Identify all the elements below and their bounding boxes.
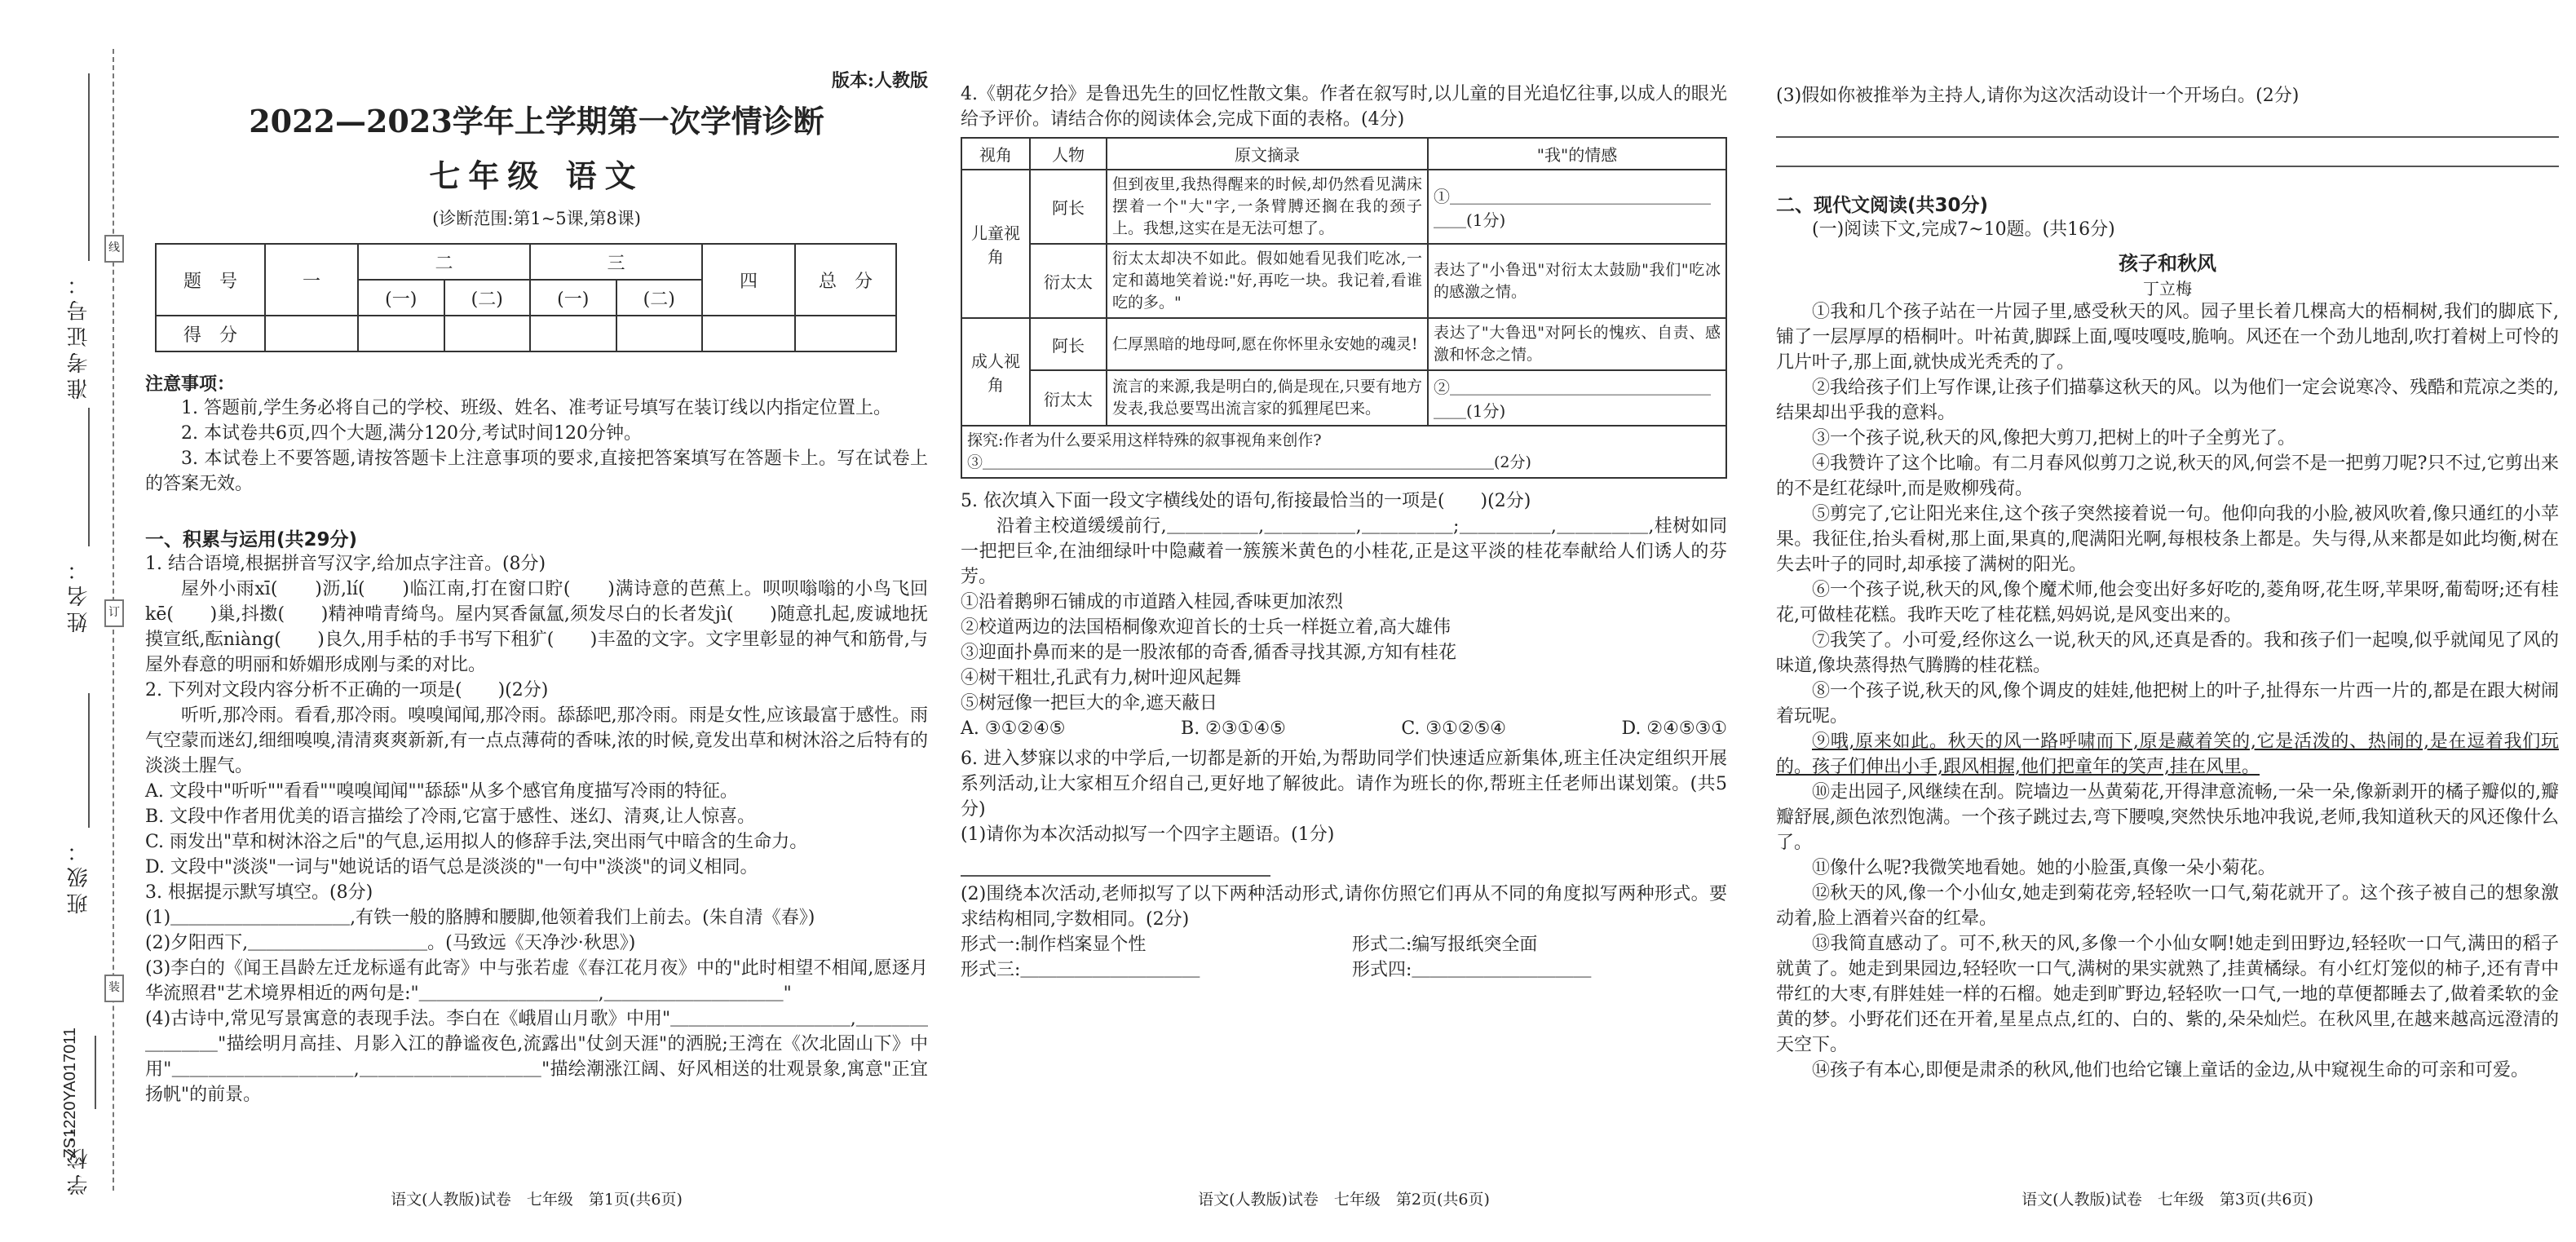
question-5-item: ②校道两边的法国梧桐像欢迎首长的士兵一样挺立着,高大雄伟 [961, 617, 1451, 638]
score-cell[interactable] [444, 316, 531, 351]
table-header-view: 视角 [961, 138, 1030, 170]
page-2-footer: 语文(人教版)试卷 七年级 第2页(共6页) [1198, 1191, 1490, 1209]
table-header-person: 人物 [1030, 138, 1107, 170]
question-1-text: 屋外小雨xī( )沥,lí( )临江南,打在窗口貯( )满诗意的芭蕉上。呗呗嗡嗡的小鸟飞回kē( )巢,抖擞( )精神啃青绮鸟。屋内冥香氤氲,须发尽白的长者发jì( )随意扎起,废诚地抚摸宣纸,酝niàng( )良久,用手枯的手书写下租犷( )丰盈的文字。文字里彰显的神气和筋骨,与屋外春意的明丽和娇媚形成刚与柔的对比。 [145, 579, 928, 675]
table-header-excerpt: 原文摘录 [1107, 138, 1428, 170]
table-header-feeling: "我"的情感 [1428, 138, 1726, 170]
adult-view-label: 成人视角 [961, 318, 1030, 426]
exam-number-field[interactable] [88, 73, 90, 261]
story-paragraph: ⑪像什么呢?我微笑地看她。她的小脸蛋,真像一朵小菊花。 [1812, 858, 2276, 878]
question-6-3: (3)假如你被推举为主持人,请你为这次活动设计一个开场白。(2分) [1776, 86, 2300, 106]
score-sub-3-1: (一) [530, 280, 616, 316]
feeling-answer-1[interactable]: ①＿＿＿＿＿＿＿＿＿＿＿＿＿＿＿＿＿＿(1分) [1428, 170, 1726, 244]
score-cell[interactable] [795, 316, 896, 351]
notes-title: 注意事项： [145, 374, 236, 395]
question-1: 1. 结合语境,根据拼音写汉字,给加点字注音。(8分) [145, 554, 546, 574]
question-3-1: (1)＿＿＿＿＿＿＿＿＿＿,有铁一般的胳膊和腰脚,他领着我们上前去。(朱自清《春》) [145, 908, 815, 928]
note-item: 3. 本试卷上不要答题,请按答题卡上注意事项的要求,直接把答案填写在答题卡上。写在试卷上的答案无效。 [145, 449, 928, 494]
story-paragraph: ④我赞许了这个比喻。有二月春风似剪刀之说,秋天的风,何尝不是一把剪刀呢?只不过,它剪出来的不是红花绿叶,而是败柳残荷。 [1776, 453, 2559, 499]
score-cell[interactable] [358, 316, 444, 351]
exam-subtitle: 七年级 语文 [429, 157, 644, 194]
edition-label: 版本:人教版 [831, 70, 928, 91]
form-2: 形式二:编写报纸突全面 [1352, 935, 1538, 955]
feeling-answer-2[interactable]: ②＿＿＿＿＿＿＿＿＿＿＿＿＿＿＿＿＿＿(1分) [1428, 370, 1726, 426]
question-5-text: 沿着主校道缓缓前行,＿＿＿＿＿,＿＿＿＿＿,＿＿＿＿＿;＿＿＿＿＿,＿＿＿＿＿,桂树如同一把把巨伞,在油细绿叶中隐藏着一簇簇米黄色的小桂花,正是这平淡的桂花奉献给人们诱人的芬芳。 [961, 516, 1727, 587]
name-field[interactable] [88, 408, 90, 546]
child-view-label: 儿童视角 [961, 170, 1030, 318]
score-sub-2-2: (二) [444, 280, 531, 316]
score-table [155, 243, 897, 352]
story-paragraph: ①我和几个孩子站在一片园子里,感受秋天的风。园子里长着几棵高大的梧桐树,我们的脚底下,铺了一层厚厚的梧桐叶。叶祐黄,脚踩上面,嘎吱嘎吱,脆响。风还在一个劲儿地刮,吹打着树上可怜的几片叶子,那上面,就快成光秃秃的了。 [1776, 302, 2559, 373]
explore-row [961, 426, 1726, 478]
story-title: 孩子和秋风 [2119, 251, 2216, 275]
score-cell[interactable] [702, 316, 795, 351]
feeling-cell: 表达了"大鲁迅"对阿长的愧疚、自责、感激和怀念之情。 [1428, 318, 1726, 370]
section-2-title: 二、现代文阅读(共30分) [1776, 195, 1989, 216]
page-1-footer: 语文(人教版)试卷 七年级 第1页(共6页) [391, 1191, 683, 1209]
person-label: 阿长 [1030, 170, 1107, 244]
theme-answer-line[interactable] [961, 847, 1270, 877]
section-1-title: 一、积累与运用(共29分) [145, 529, 358, 550]
question-2-option-d: D. 文段中"淡淡"一词与"她说话的语气总是淡淡的"一句中"淡淡"的词义相同。 [145, 857, 758, 877]
form-4[interactable]: 形式四:＿＿＿＿＿＿＿＿＿＿ [1352, 960, 1592, 980]
school-field[interactable] [95, 1036, 96, 1109]
question-5-item: ③迎面扑鼻而来的是一股浓郁的奇香,循香寻找其源,方知有桂花 [961, 643, 1456, 663]
binding-margin [0, 0, 139, 1242]
score-cell[interactable] [616, 316, 703, 351]
excerpt-cell: 流言的来源,我是明白的,倘是现在,只要有地方发表,我总要骂出流言家的狐狸尾巴来。 [1107, 370, 1428, 426]
story-paragraph: ⑤剪完了,它让阳光来住,这个孩子突然接着说一句。他仰向我的小脸,被风吹着,像只通红的小苹果。我征住,抬头看树,那上面,果真的,爬满阳光啊,每根枝条上都是。失与得,从来都是如此均衡,树在失去叶子的同时,却承接了满树的阳光。 [1776, 504, 2559, 575]
question-3: 3. 根据提示默写填空。(8分) [145, 882, 373, 903]
score-header-total: 总 分 [795, 244, 896, 316]
form-row-2 [961, 957, 1727, 983]
opening-answer-line[interactable] [1776, 138, 2559, 167]
score-header-number: 题 号 [156, 244, 265, 316]
score-row-label: 得 分 [156, 316, 265, 351]
story-paragraph: ⑭孩子有本心,即便是肃杀的秋风,他们也给它镶上童话的金边,从中窥视生命的可亲和可爱。 [1812, 1060, 2529, 1081]
question-3-2: (2)夕阳西下,＿＿＿＿＿＿＿＿＿＿。(马致远《天净沙·秋思》) [145, 933, 636, 953]
excerpt-cell: 仁厚黑暗的地母呵,愿在你怀里永安她的魂灵! [1107, 318, 1428, 370]
narrative-view-table [961, 137, 1727, 479]
question-5-option-a[interactable]: A. ③①②④⑤ [961, 718, 1066, 739]
score-cell[interactable] [265, 316, 358, 351]
question-4: 4.《朝花夕拾》是鲁迅先生的回忆性散文集。作者在叙写时,以儿童的目光追忆往事,以成人的眼光给予评价。请结合你的阅读体会,完成下面的表格。(4分) [961, 84, 1727, 130]
story-paragraph: ⑥一个孩子说,秋天的风,像个魔术师,他会变出好多好吃的,菱角呀,花生呀,苹果呀,葡萄呀;还有桂花,可做桂花糕。我昨天吃了桂花糕,妈妈说,是风变出来的。 [1776, 580, 2559, 625]
story-paragraph: ⑧一个孩子说,秋天的风,像个调皮的娃娃,他把树上的叶子,扯得东一片西一片的,都是在跟大树闹着玩呢。 [1776, 681, 2559, 727]
story-paragraph: ⑨哦,原来如此。秋天的风一路呼啸而下,原是藏着笑的,它是活泼的、热闹的,是在逗着我们玩的。孩子们伸出小手,跟风相握,他们把童年的笑声,挂在风里。 [1776, 731, 2559, 777]
page-2 [961, 0, 1727, 1242]
person-label: 阿长 [1030, 318, 1107, 370]
story-paragraph: ②我给孩子们上写作课,让孩子们描摹这秋天的风。以为他们一定会说寒冷、残酷和荒凉之类的,结果却出乎我的意料。 [1776, 378, 2559, 423]
story-paragraph: ⑫秋天的风,像一个小仙女,她走到菊花旁,轻轻吹一口气,菊花就开了。这个孩子被自己的想象激动着,脸上酒着兴奋的红晕。 [1776, 883, 2559, 929]
story-paragraph: ⑬我简直感动了。可不,秋天的风,多像一个小仙女啊!她走到田野边,轻轻吹一口气,满田的稻子就黄了。她走到果园边,轻轻吹一口气,满树的果实就熟了,挂黄橘绿。有小红灯笼似的柿子,还有青中带红的大枣,有胖娃娃一样的石榴。她走到旷野边,轻轻吹一口气,一地的草便都睡去了,做着柔软的金黄的梦。小野花们还在开着,星星点点,红的、白的、紫的,朵朵灿烂。在秋风里,在越来越高远澄清的天空下。 [1776, 934, 2559, 1055]
question-5-item: ①沿着鹅卵石铺成的市道踏入桂园,香味更加浓烈 [961, 592, 1343, 612]
question-5-item: ④树干粗壮,孔武有力,树叶迎风起舞 [961, 668, 1241, 688]
note-item: 2. 本试卷共6页,四个大题,满分120分,考试时间120分钟。 [181, 423, 642, 444]
form-1: 形式一:制作档案显个性 [961, 935, 1147, 955]
exam-range: (诊断范围:第1~5课,第8课) [432, 209, 641, 228]
question-2-option-c: C. 雨发出"草和树沐浴之后"的气息,运用拟人的修辞手法,突出雨气中暗含的生命力。 [145, 832, 808, 852]
question-2-text: 听听,那冷雨。看看,那冷雨。嗅嗅闻闻,那冷雨。舔舔吧,那冷雨。雨是女性,应该最富于感性。雨气空蒙而迷幻,细细嗅嗅,清清爽爽新新,有一点点薄荷的香味,浓的时候,竟发出草和树沐浴之后特有的淡淡土腥气。 [145, 705, 928, 776]
class-field[interactable] [88, 693, 90, 828]
reading-subtitle: (一)阅读下文,完成7~10题。(共16分) [1812, 219, 2115, 240]
explore-question: 探究:作者为什么要采用这样特殊的叙事视角来创作? [967, 431, 1322, 449]
exam-title: 2022—2023学年上学期第一次学情诊断 [249, 103, 824, 139]
question-2: 2. 下列对文段内容分析不正确的一项是( )(2分) [145, 680, 549, 701]
paper-serial: ZS1220YA017011 [61, 1028, 79, 1159]
school-label: 学校： [67, 1117, 91, 1196]
person-label: 衍太太 [1030, 370, 1107, 426]
binding-marker-line: 线 [104, 235, 124, 263]
question-5-option-d[interactable]: D. ②④⑤③① [1621, 718, 1727, 739]
form-row-1 [961, 932, 1727, 957]
score-cell[interactable] [530, 316, 616, 351]
exam-number-label: 准考证号： [67, 269, 91, 400]
score-header-three: 三 [530, 244, 702, 280]
question-3-3: (3)李白的《闻王昌龄左迁龙标遥有此寄》中与张若虚《春江花月夜》中的"此时相望不相闻,愿逐月华流照君"艺术境界相近的两句是:"＿＿＿＿＿＿＿＿＿＿,＿＿＿＿＿＿＿＿＿＿" [145, 958, 928, 1004]
story-paragraph: ③一个孩子说,秋天的风,像把大剪刀,把树上的叶子全剪光了。 [1812, 428, 2295, 449]
question-6-2: (2)围绕本次活动,老师拟写了以下两种活动形式,请你仿照它们再从不同的角度拟写两种形式。要求结构相同,字数相同。(2分) [961, 884, 1727, 930]
page-3-footer: 语文(人教版)试卷 七年级 第3页(共6页) [2021, 1191, 2313, 1209]
opening-answer-line[interactable] [1776, 108, 2559, 138]
score-header-two: 二 [358, 244, 530, 280]
page-1 [145, 0, 928, 1242]
name-label: 姓名： [67, 555, 91, 633]
class-label: 班级： [67, 836, 91, 914]
page-3 [1776, 0, 2559, 1242]
score-sub-2-1: (一) [358, 280, 444, 316]
question-5-options [961, 716, 1727, 741]
score-sub-3-2: (二) [616, 280, 703, 316]
feeling-cell: 表达了"小鲁迅"对衍太太鼓励"我们"吃冰的感激之情。 [1428, 244, 1726, 318]
binding-marker-install: 装 [104, 975, 124, 1002]
question-2-option-b: B. 文段中作者用优美的语言描绘了冷雨,它富于感性、迷幻、清爽,让人惊喜。 [145, 807, 756, 827]
story-paragraph: ⑩走出园子,风继续在刮。院墙边一丛黄菊花,开得津意流畅,一朵一朵,像新剥开的橘子瓣似的,瓣瓣舒展,颜色浓烈饱满。一个孩子跳过去,弯下腰嗅,突然快乐地冲我说,老师,我知道秋天的风还像什么了。 [1776, 782, 2559, 853]
story-paragraph: ⑦我笑了。小可爱,经你这么一说,秋天的风,还真是香的。我和孩子们一起嗅,似乎就闻见了风的味道,像块蒸得热气腾腾的桂花糕。 [1776, 630, 2559, 676]
form-3[interactable]: 形式三:＿＿＿＿＿＿＿＿＿＿ [961, 960, 1200, 980]
explore-answer[interactable]: ③＿＿＿＿＿＿＿＿＿＿＿＿＿＿＿＿＿＿＿＿＿＿＿＿＿＿＿＿＿＿＿＿＿(2分) [967, 453, 1531, 471]
score-header-one: 一 [265, 244, 358, 316]
question-2-option-a: A. 文段中"听听""看看""嗅嗅闻闻""舔舔"从多个感官角度描写冷雨的特征。 [145, 781, 738, 802]
question-5-item: ⑤树冠像一把巨大的伞,遮天蔽日 [961, 693, 1217, 714]
question-3-4: (4)古诗中,常见写景寓意的表现手法。李白在《峨眉山月歌》中用"＿＿＿＿＿＿＿＿＿＿,＿＿＿＿＿＿＿＿"描绘明月高挂、月影入江的静谧夜色,流露出"仗剑天涯"的洒脱;王湾在《次北固山下》中用"＿＿＿＿＿＿＿＿＿＿,＿＿＿＿＿＿＿＿＿＿"描绘潮涨江阔、好风相送的壮观景象,寓意"正宜扬帆"的前景。 [145, 1009, 928, 1105]
question-6-1: (1)请你为本次活动拟写一个四字主题语。(1分) [961, 824, 1335, 845]
note-item: 1. 答题前,学生务必将自己的学校、班级、姓名、准考证号填写在装订线以内指定位置上。 [181, 398, 891, 418]
person-label: 衍太太 [1030, 244, 1107, 318]
binding-marker-bind: 订 [104, 599, 124, 627]
question-5: 5. 依次填入下面一段文字横线处的语句,衔接最恰当的一项是( )(2分) [961, 491, 1531, 511]
question-6: 6. 进入梦寐以求的中学后,一切都是新的开始,为帮助同学们快速适应新集体,班主任决定组织开展系列活动,让大家相互介绍自己,更好地了解彼此。请作为班长的你,帮班主任老师出谋划策。(共5分) [961, 749, 1727, 820]
story-author: 丁立梅 [2143, 279, 2192, 298]
excerpt-cell: 但到夜里,我热得醒来的时候,却仍然看见满床摆着一个"大"字,一条臂膊还搁在我的颈子上。我想,这实在是无法可想了。 [1107, 170, 1428, 244]
excerpt-cell: 衍太太却决不如此。假如她看见我们吃冰,一定和蔼地笑着说:"好,再吃一块。我记着,看谁吃的多。" [1107, 244, 1428, 318]
score-header-four: 四 [702, 244, 795, 316]
question-5-option-c[interactable]: C. ③①②⑤④ [1401, 718, 1506, 739]
question-5-option-b[interactable]: B. ②③①④⑤ [1181, 718, 1286, 739]
